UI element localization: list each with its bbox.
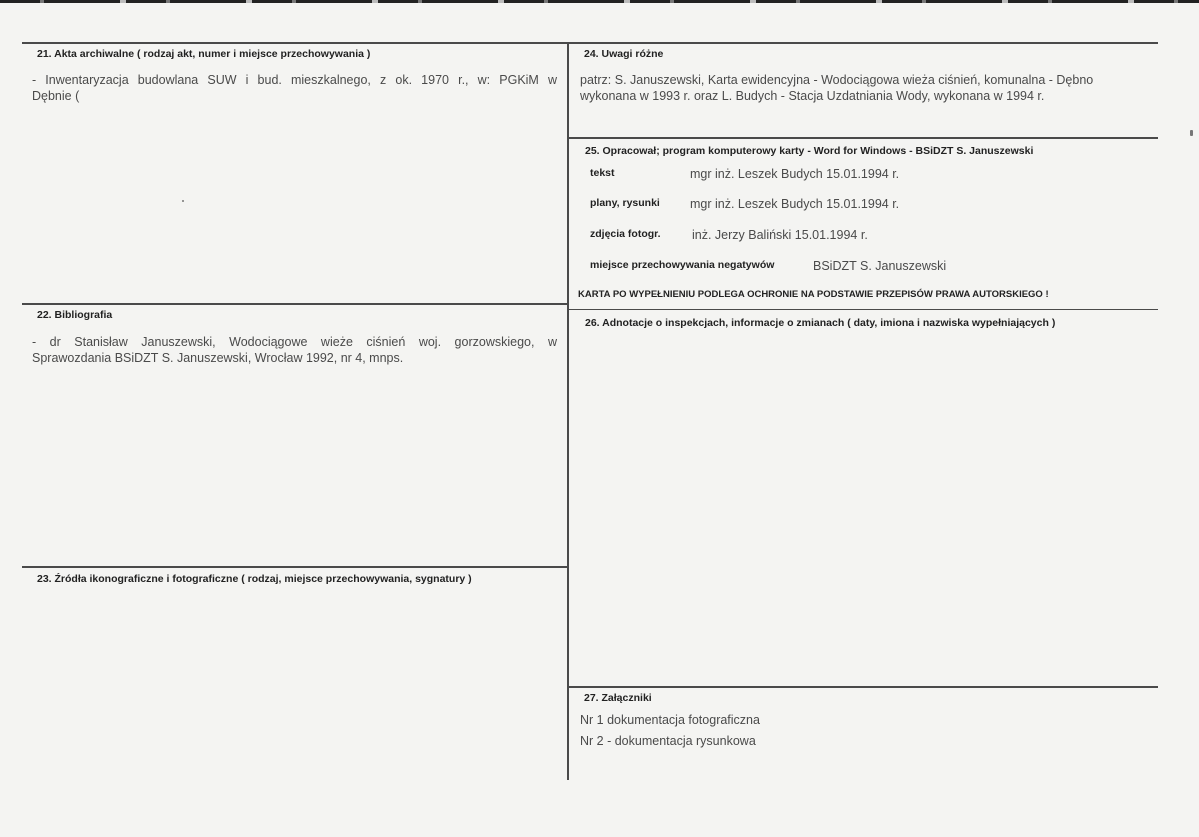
rule-center-vertical xyxy=(567,42,569,780)
s27-item1: Nr 1 dokumentacja fotograficzna xyxy=(580,713,760,727)
rule-top-left xyxy=(22,42,568,44)
s27-item2: Nr 2 - dokumentacja rysunkowa xyxy=(580,734,756,748)
rule-s22-top xyxy=(22,303,568,305)
s23-heading: 23. Źródła ikonograficzne i fotograficzne ( rodzaj, miejsce przechowywania, sygnatury ) xyxy=(37,573,472,585)
s25-heading: 25. Opracował; program komputerowy karty - Word for Windows - BSiDZT S. Januszewski xyxy=(585,145,1034,157)
s25-zdjecia-value: inż. Jerzy Baliński 15.01.1994 r. xyxy=(692,228,868,242)
s24-heading: 24. Uwagi różne xyxy=(584,48,664,60)
s21-line1: - Inwentaryzacja budowlana SUW i bud. mieszkalnego, z ok. 1970 r., w: PGKiM w xyxy=(32,73,557,87)
s25-zdjecia-label: zdjęcia fotogr. xyxy=(590,228,661,240)
s25-tekst-label: tekst xyxy=(590,167,615,179)
s24-line1: patrz: S. Januszewski, Karta ewidencyjna - Wodociągowa wieża ciśnień, komunalna - Dębno xyxy=(580,73,1094,87)
scan-speck xyxy=(182,200,184,202)
s25-negatywy-value: BSiDZT S. Januszewski xyxy=(813,259,947,273)
s25-copyright-note: KARTA PO WYPEŁNIENIU PODLEGA OCHRONIE NA PODSTAWIE PRZEPISÓW PRAWA AUTORSKIEGO ! xyxy=(578,289,1049,300)
s22-heading: 22. Bibliografia xyxy=(37,309,113,321)
s22-line2: Sprawozdania BSiDZT S. Januszewski, Wrocław 1992, nr 4, mnps. xyxy=(32,351,404,365)
s26-heading: 26. Adnotacje o inspekcjach, informacje o zmianach ( daty, imiona i nazwiska wypełniających ) xyxy=(585,317,1056,329)
rule-s25-top xyxy=(568,137,1158,139)
rule-s23-top xyxy=(22,566,568,568)
scan-speck xyxy=(1190,130,1193,136)
rule-s26-top xyxy=(568,309,1158,310)
s25-plany-value: mgr inż. Leszek Budych 15.01.1994 r. xyxy=(690,197,900,211)
s21-line2: Dębnie ( xyxy=(32,89,80,103)
s22-line1: - dr Stanisław Januszewski, Wodociągowe wieże ciśnień woj. gorzowskiego, w xyxy=(32,335,557,349)
s24-line2: wykonana w 1993 r. oraz L. Budych - Stacja Uzdatniania Wody, wykonana w 1994 r. xyxy=(580,89,1045,103)
s25-plany-label: plany, rysunki xyxy=(590,197,660,209)
s21-heading: 21. Akta archiwalne ( rodzaj akt, numer i miejsce przechowywania ) xyxy=(37,48,371,60)
scan-top-edge xyxy=(0,0,1199,3)
rule-s27-top xyxy=(568,686,1158,688)
s27-heading: 27. Załączniki xyxy=(584,692,652,704)
rule-top-right xyxy=(568,42,1158,44)
s25-negatywy-label: miejsce przechowywania negatywów xyxy=(590,259,775,271)
s25-tekst-value: mgr inż. Leszek Budych 15.01.1994 r. xyxy=(690,167,900,181)
